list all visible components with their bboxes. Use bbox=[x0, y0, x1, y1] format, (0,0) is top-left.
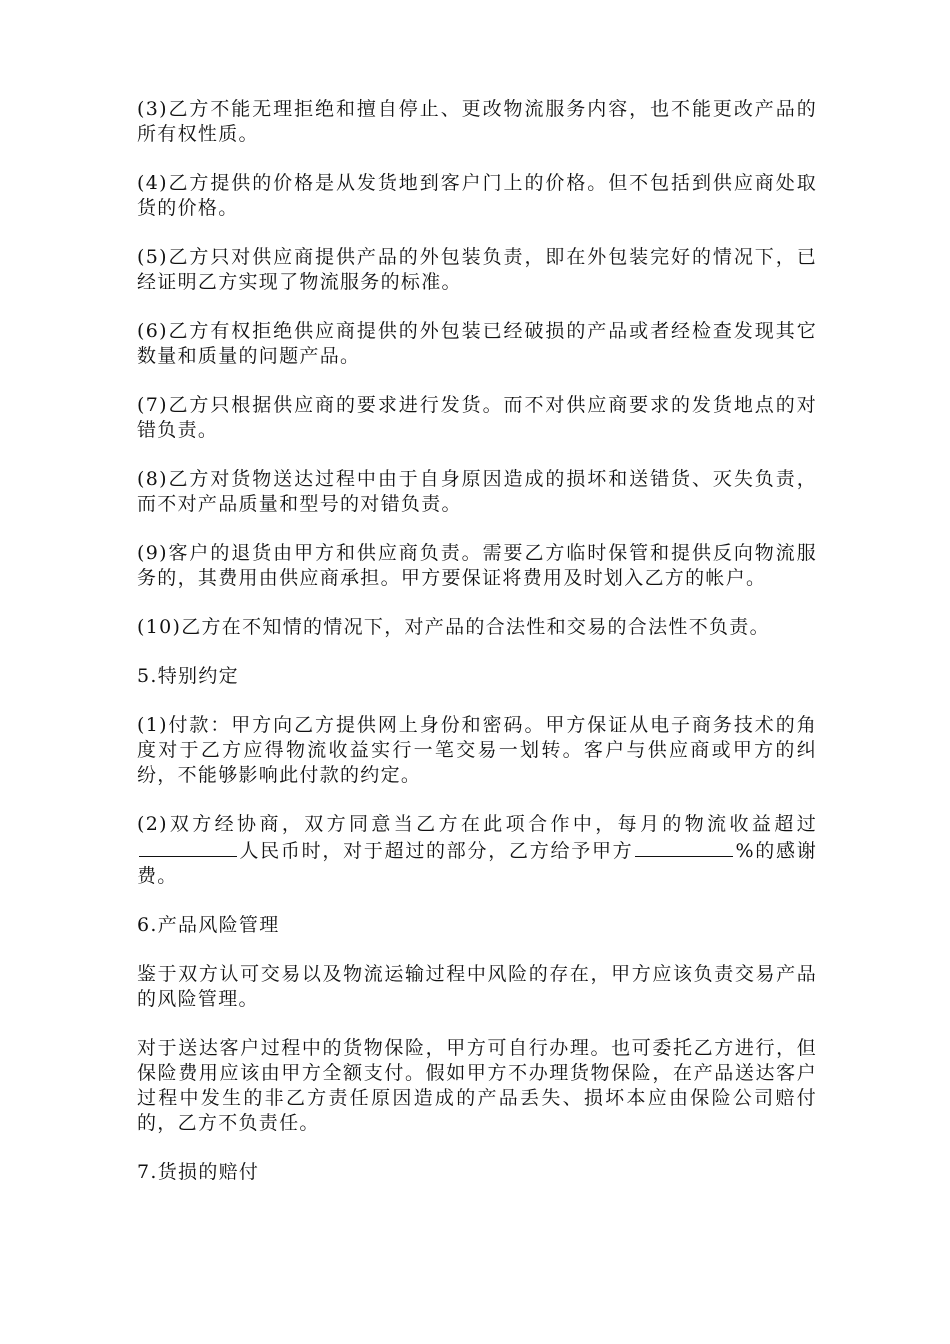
clause-5: (5)乙方只对供应商提供产品的外包装负责，即在外包装完好的情况下，已经证明乙方实现了物流服务的标准。 bbox=[137, 246, 817, 293]
clause-4: (4)乙方提供的价格是从发货地到客户门上的价格。但不包括到供应商处取货的价格。 bbox=[137, 172, 817, 219]
clause-6: (6)乙方有权拒绝供应商提供的外包装已经破损的产品或者经检查发现其它数量和质量的问题产品。 bbox=[137, 320, 817, 367]
clause-7: (7)乙方只根据供应商的要求进行发货。而不对供应商要求的发货地点的对错负责。 bbox=[137, 394, 817, 441]
section-7-heading: 7.货损的赔付 bbox=[137, 1161, 260, 1183]
clause-8: (8)乙方对货物送达过程中由于自身原因造成的损坏和送错货、灭失负责，而不对产品质量和型号的对错负责。 bbox=[137, 468, 817, 515]
clause-text: 的感谢费。 bbox=[137, 840, 818, 887]
blank-percent bbox=[635, 837, 733, 857]
clause-text: (2)双方经协商，双方同意当乙方在此项合作中，每月的物流收益超过 bbox=[137, 813, 817, 835]
section-5-heading: 5.特别约定 bbox=[137, 665, 239, 687]
section-6-para-2: 对于送达客户过程中的货物保险，甲方可自行办理。也可委托乙方进行，但保险费用应该由甲方全额支付。假如甲方不办理货物保险，在产品送达客户过程中发生的非乙方责任原因造成的产品丢失、损坏本应由保险公司赔付的，乙方不负责任。 bbox=[137, 1037, 817, 1134]
section-5-clause-1: (1)付款：甲方向乙方提供网上身份和密码。甲方保证从电子商务技术的角度对于乙方应得物流收益实行一笔交易一划转。客户与供应商或甲方的纠纷，不能够影响此付款的约定。 bbox=[137, 714, 817, 786]
section-5-clause-2 bbox=[137, 812, 817, 889]
clause-10: (10)乙方在不知情的情况下，对产品的合法性和交易的合法性不负责。 bbox=[137, 616, 770, 638]
clause-3: (3)乙方不能无理拒绝和擅自停止、更改物流服务内容，也不能更改产品的所有权性质。 bbox=[137, 98, 817, 145]
section-6-heading: 6.产品风险管理 bbox=[137, 914, 280, 936]
clause-9: (9)客户的退货由甲方和供应商负责。需要乙方临时保管和提供反向物流服务的，其费用由供应商承担。甲方要保证将费用及时划入乙方的帐户。 bbox=[137, 542, 817, 589]
document-page bbox=[137, 97, 817, 1209]
clause-text: 人民币时，对于超过的部分，乙方给予甲方 bbox=[239, 840, 634, 862]
percent-sign: % bbox=[735, 840, 755, 862]
section-6-para-1: 鉴于双方认可交易以及物流运输过程中风险的存在，甲方应该负责交易产品的风险管理。 bbox=[137, 963, 817, 1010]
blank-amount bbox=[139, 837, 237, 857]
